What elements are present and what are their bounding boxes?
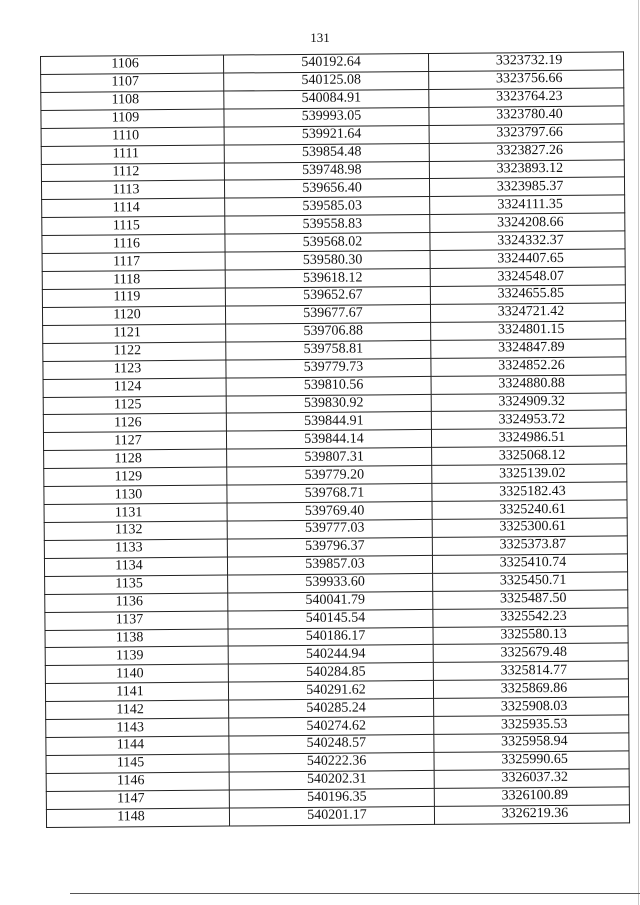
point-number-cell: 1144	[46, 736, 229, 755]
y-coordinate-cell: 3324548.07	[430, 267, 625, 286]
point-number-cell: 1110	[41, 127, 224, 146]
point-number-cell: 1140	[45, 664, 228, 683]
x-coordinate-cell: 540202.31	[229, 770, 434, 790]
point-number-cell: 1116	[42, 234, 225, 253]
x-coordinate-cell: 539706.88	[226, 322, 431, 342]
point-number-cell: 1148	[46, 808, 229, 828]
x-coordinate-cell: 539857.03	[227, 555, 432, 575]
y-coordinate-cell: 3324852.26	[431, 357, 626, 376]
y-coordinate-cell: 3325240.61	[432, 500, 627, 519]
x-coordinate-cell: 539854.48	[224, 143, 429, 163]
y-coordinate-cell: 3324332.37	[430, 231, 625, 250]
y-coordinate-cell: 3324721.42	[430, 303, 625, 322]
y-coordinate-cell: 3323780.40	[429, 106, 624, 125]
y-coordinate-cell: 3325182.43	[432, 482, 627, 501]
y-coordinate-cell: 3324847.89	[431, 339, 626, 358]
point-number-cell: 1145	[46, 754, 229, 773]
table-row	[46, 805, 629, 828]
y-coordinate-cell: 3325935.53	[434, 715, 629, 734]
y-coordinate-cell: 3325679.48	[433, 643, 628, 662]
y-coordinate-cell: 3324208.66	[430, 213, 625, 232]
y-coordinate-cell: 3325542.23	[433, 607, 628, 626]
y-coordinate-cell: 3325869.86	[433, 679, 628, 698]
y-coordinate-cell: 3325958.94	[434, 733, 629, 752]
x-coordinate-cell: 540244.94	[228, 645, 433, 665]
y-coordinate-cell: 3325373.87	[432, 536, 627, 555]
y-coordinate-cell: 3326037.32	[434, 769, 629, 788]
point-number-cell: 1115	[42, 216, 225, 235]
y-coordinate-cell: 3325990.65	[434, 751, 629, 770]
point-number-cell: 1134	[44, 557, 227, 576]
y-coordinate-cell: 3324953.72	[431, 410, 626, 429]
y-coordinate-cell: 3324880.88	[431, 375, 626, 394]
point-number-cell: 1125	[43, 396, 226, 415]
point-number-cell: 1107	[41, 73, 224, 92]
point-number-cell: 1138	[45, 629, 228, 648]
x-coordinate-cell: 540084.91	[224, 89, 429, 109]
x-coordinate-cell: 539768.71	[227, 484, 432, 504]
x-coordinate-cell: 540284.85	[228, 663, 433, 683]
x-coordinate-cell: 539830.92	[226, 394, 431, 414]
point-number-cell: 1129	[44, 467, 227, 486]
point-number-cell: 1136	[45, 593, 228, 612]
y-coordinate-cell: 3325487.50	[433, 590, 628, 609]
x-coordinate-cell: 540145.54	[228, 609, 433, 629]
x-coordinate-cell: 539921.64	[224, 125, 429, 145]
y-coordinate-cell: 3325139.02	[432, 464, 627, 483]
y-coordinate-cell: 3325814.77	[433, 661, 628, 680]
x-coordinate-cell: 539758.81	[226, 340, 431, 360]
y-coordinate-cell: 3326219.36	[434, 805, 629, 825]
x-coordinate-cell: 539777.03	[227, 519, 432, 539]
x-coordinate-cell: 539933.60	[228, 573, 433, 593]
y-coordinate-cell: 3325580.13	[433, 625, 628, 644]
point-number-cell: 1147	[46, 790, 229, 809]
point-number-cell: 1119	[42, 288, 225, 307]
y-coordinate-cell: 3325300.61	[432, 518, 627, 537]
x-coordinate-cell: 539558.83	[225, 215, 430, 235]
y-coordinate-cell: 3323893.12	[429, 159, 624, 178]
x-coordinate-cell: 540196.35	[229, 788, 434, 808]
x-coordinate-cell: 539580.30	[225, 251, 430, 271]
point-number-cell: 1141	[45, 682, 228, 701]
page-number: 131	[310, 30, 330, 45]
point-number-cell: 1118	[42, 270, 225, 289]
x-coordinate-cell: 540291.62	[228, 681, 433, 701]
x-coordinate-cell: 539779.20	[227, 466, 432, 486]
x-coordinate-cell: 539796.37	[227, 537, 432, 557]
y-coordinate-cell: 3324655.85	[430, 285, 625, 304]
point-number-cell: 1128	[44, 449, 227, 468]
bottom-rule	[70, 893, 640, 894]
coordinates-table-body	[41, 52, 630, 828]
y-coordinate-cell: 3325068.12	[432, 446, 627, 465]
x-coordinate-cell: 540125.08	[224, 71, 429, 91]
x-coordinate-cell: 539810.56	[226, 376, 431, 396]
x-coordinate-cell: 540248.57	[229, 734, 434, 754]
y-coordinate-cell: 3323827.26	[429, 142, 624, 161]
point-number-cell: 1127	[43, 431, 226, 450]
x-coordinate-cell: 540201.17	[229, 806, 434, 826]
x-coordinate-cell: 539993.05	[224, 107, 429, 127]
y-coordinate-cell: 3325450.71	[433, 572, 628, 591]
point-number-cell: 1139	[45, 646, 228, 665]
point-number-cell: 1142	[46, 700, 229, 719]
x-coordinate-cell: 539677.67	[225, 304, 430, 324]
x-coordinate-cell: 539568.02	[225, 233, 430, 253]
point-number-cell: 1143	[46, 718, 229, 737]
page-edge-shadow	[638, 0, 639, 905]
x-coordinate-cell: 539769.40	[227, 501, 432, 521]
x-coordinate-cell: 539652.67	[225, 286, 430, 306]
y-coordinate-cell: 3323756.66	[429, 70, 624, 89]
point-number-cell: 1133	[44, 539, 227, 558]
point-number-cell: 1122	[43, 342, 226, 361]
point-number-cell: 1135	[45, 575, 228, 594]
x-coordinate-cell: 540222.36	[229, 752, 434, 772]
point-number-cell: 1111	[41, 145, 224, 164]
y-coordinate-cell: 3323764.23	[429, 88, 624, 107]
y-coordinate-cell: 3323985.37	[429, 177, 624, 196]
x-coordinate-cell: 540274.62	[229, 717, 434, 737]
point-number-cell: 1106	[41, 55, 224, 74]
x-coordinate-cell: 539807.31	[227, 448, 432, 468]
x-coordinate-cell: 540186.17	[228, 627, 433, 647]
x-coordinate-cell: 539844.14	[226, 430, 431, 450]
x-coordinate-cell: 539618.12	[225, 269, 430, 289]
x-coordinate-cell: 539844.91	[226, 412, 431, 432]
y-coordinate-cell: 3324801.15	[431, 321, 626, 340]
point-number-cell: 1108	[41, 91, 224, 110]
point-number-cell: 1114	[42, 198, 225, 217]
point-number-cell: 1124	[43, 378, 226, 397]
point-number-cell: 1117	[42, 252, 225, 271]
y-coordinate-cell: 3323732.19	[428, 52, 623, 71]
point-number-cell: 1146	[46, 772, 229, 791]
y-coordinate-cell: 3325410.74	[432, 554, 627, 573]
x-coordinate-cell: 539779.73	[226, 358, 431, 378]
point-number-cell: 1132	[44, 521, 227, 540]
point-number-cell: 1131	[44, 503, 227, 522]
y-coordinate-cell: 3326100.89	[434, 787, 629, 806]
x-coordinate-cell: 540285.24	[229, 699, 434, 719]
y-coordinate-cell: 3323797.66	[429, 124, 624, 143]
point-number-cell: 1130	[44, 485, 227, 504]
point-number-cell: 1112	[41, 163, 224, 182]
point-number-cell: 1121	[43, 324, 226, 343]
point-number-cell: 1126	[43, 413, 226, 432]
coordinates-table-wrapper	[40, 52, 598, 828]
point-number-cell: 1137	[45, 611, 228, 630]
y-coordinate-cell: 3324111.35	[430, 195, 625, 214]
y-coordinate-cell: 3324407.65	[430, 249, 625, 268]
point-number-cell: 1123	[43, 360, 226, 379]
x-coordinate-cell: 539585.03	[225, 197, 430, 217]
point-number-cell: 1113	[41, 181, 224, 200]
x-coordinate-cell: 540041.79	[228, 591, 433, 611]
point-number-cell: 1109	[41, 109, 224, 128]
x-coordinate-cell: 539748.98	[224, 161, 429, 181]
point-number-cell: 1120	[42, 306, 225, 325]
y-coordinate-cell: 3324909.32	[431, 392, 626, 411]
x-coordinate-cell: 540192.64	[223, 53, 428, 73]
y-coordinate-cell: 3324986.51	[431, 428, 626, 447]
y-coordinate-cell: 3325908.03	[434, 697, 629, 716]
coordinates-table	[40, 51, 630, 828]
x-coordinate-cell: 539656.40	[224, 179, 429, 199]
